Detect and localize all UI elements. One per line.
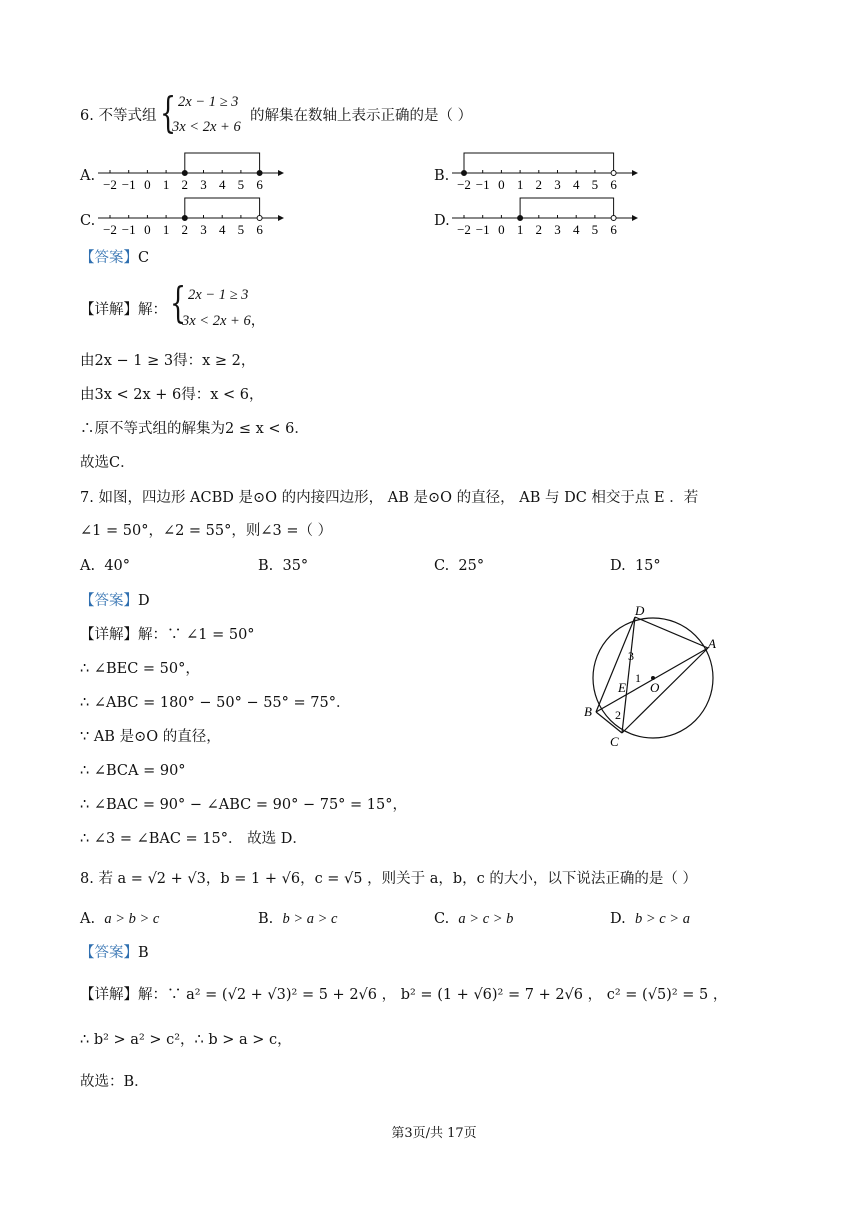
fig-label-a: A [708,636,716,651]
numberline-arrow [278,215,284,221]
numberline-arrow [278,170,284,176]
numberline-tick-label: −1 [121,222,136,235]
q7-stem-line1: 7. 如图，四边形 ACBD 是⊙O 的内接四边形， AB 是⊙O 的直径， AB 与 DC 相交于点 E ．若 [80,490,699,506]
numberline-tick-label: 4 [218,177,226,190]
fig-angle-2: 2 [615,708,621,722]
numberline-tick-label: 3 [200,222,207,235]
q6-option-a-label[interactable]: A. [80,168,96,184]
q7-circle-figure [580,600,730,750]
q6-answer: 【答案】C [80,250,150,266]
q6-detail-ineq1: 2x − 1 ≥ 3 [188,287,249,303]
numberline-tick-label: 0 [498,222,505,235]
q6-detail-line: 由3x < 2x + 6得：x < 6， [80,387,264,403]
q7-option-d[interactable]: D. 15° [610,558,661,574]
numberline-tick-label: −2 [457,222,471,235]
q7-detail-line: 【详解】解：∵ ∠1 = 50° [80,627,255,643]
endpoint-dot [611,216,616,221]
numberline-tick-label: −1 [475,222,490,235]
q8-option-b[interactable]: B. b > a > c [258,911,338,927]
q6-option-b-label[interactable]: B. [434,168,450,184]
fig-label-o: O [650,680,660,695]
numberline-tick-label: 2 [181,177,189,190]
q6-detail-head: 【详解】解： [80,302,167,318]
endpoint-dot [182,216,187,221]
fig-label-b: B [584,704,592,719]
q6-option-c-numberline [98,190,298,235]
numberline-tick-label: 3 [200,177,207,190]
q7-detail-line: ∴ ∠BCA = 90° [80,763,186,779]
numberline-tick-label: 2 [181,222,189,235]
numberline-tick-label: 1 [162,177,170,190]
q6-detail-line: 由2x − 1 ≥ 3得：x ≥ 2， [80,353,256,369]
fig-label-e: E [618,680,626,695]
q8-option-c[interactable]: C. a > c > b [434,911,514,927]
numberline-tick-label: 2 [535,222,543,235]
q6-ineq2: 3x < 2x + 6 [172,119,241,135]
numberline-tick-label: 5 [237,177,245,190]
numberline-tick-label: 6 [256,222,263,235]
fig-label-c: C [610,734,619,749]
numberline-tick-label: 4 [572,177,580,190]
q7-stem-line2: ∠1 = 50°，∠2 = 55°，则∠3 =（ ） [80,523,333,539]
numberline-arrow [632,215,638,221]
numberline-tick-label: 5 [237,222,245,235]
numberline-tick-label: 5 [591,177,599,190]
q6-detail-line: 故选C． [80,455,135,471]
numberline-tick-label: 1 [516,177,524,190]
q6-number: 6. 不等式组 [80,108,157,124]
endpoint-dot [518,216,523,221]
numberline-tick-label: 6 [610,177,617,190]
q6-option-d-numberline [452,190,652,235]
numberline-arrow [632,170,638,176]
q7-option-a[interactable]: A. 40° [80,558,131,574]
numberline-tick-label: 4 [572,222,580,235]
numberline-tick-label: 4 [218,222,226,235]
solution-bracket [520,198,614,218]
q6-suffix: 的解集在数轴上表示正确的是（ ） [250,108,473,124]
fig-label-d: D [635,603,645,618]
endpoint-dot [462,171,467,176]
q8-option-d[interactable]: D. b > c > a [610,911,690,927]
q7-detail-line: ∵ AB 是⊙O 的直径， [80,729,221,745]
q6-option-d-label[interactable]: D. [434,213,450,229]
numberline-tick-label: 0 [144,222,151,235]
q7-detail-line: ∴ ∠BEC = 50°， [80,661,200,677]
q8-detail-line2: ∴ b² > a² > c²，∴ b > a > c， [80,1032,292,1048]
endpoint-dot [182,171,187,176]
numberline-tick-label: 6 [610,222,617,235]
endpoint-dot [611,171,616,176]
numberline-tick-label: −2 [457,177,471,190]
q6-option-a-numberline [98,145,298,190]
q6-option-c-label[interactable]: C. [80,213,96,229]
q8-stem: 8. 若 a = √2 + √3，b = 1 + √6，c = √5 ，则关于 a，b，c 的大小，以下说法正确的是（ ） [80,871,698,887]
q7-detail-line: ∴ ∠3 = ∠BAC = 15°． 故选 D． [80,831,307,847]
q7-option-b[interactable]: B. 35° [258,558,309,574]
numberline-tick-label: −1 [475,177,490,190]
numberline-tick-label: −2 [103,177,117,190]
q6-detail-line: ∴原不等式组的解集为2 ≤ x < 6． [80,421,309,437]
numberline-tick-label: 0 [498,177,505,190]
q6-brace: { [160,88,177,137]
endpoint-dot [257,171,262,176]
q6-detail-ineq2: 3x < 2x + 6， [182,313,266,329]
numberline-tick-label: 0 [144,177,151,190]
q8-answer: 【答案】B [80,945,149,961]
q7-option-c[interactable]: C. 25° [434,558,485,574]
fig-angle-1: 1 [635,671,641,685]
numberline-tick-label: 3 [554,222,561,235]
numberline-tick-label: 6 [256,177,263,190]
q7-answer: 【答案】D [80,593,150,609]
q6-ineq1: 2x − 1 ≥ 3 [178,94,239,110]
fig-angle-3: 3 [628,649,634,663]
q7-detail-line: ∴ ∠ABC = 180° − 50° − 55° = 75°． [80,695,351,711]
numberline-tick-label: −1 [121,177,136,190]
q8-detail-line3: 故选：B． [80,1074,149,1090]
q8-option-a[interactable]: A. a > b > c [80,911,160,927]
endpoint-dot [257,216,262,221]
page-footer: 第3页/共 17页 [391,1126,477,1141]
q6-detail-brace: { [170,278,187,327]
numberline-tick-label: 5 [591,222,599,235]
numberline-tick-label: 2 [535,177,543,190]
numberline-tick-label: 1 [516,222,524,235]
q8-detail-line1: 【详解】解：∵ a² = (√2 + √3)² = 5 + 2√6 ， b² = (1 + √6)² = 7 + 2√6 ， c² = (√5)² = 5 ， [80,987,728,1003]
numberline-tick-label: 3 [554,177,561,190]
numberline-tick-label: −2 [103,222,117,235]
numberline-tick-label: 1 [162,222,170,235]
q6-option-b-numberline [452,145,652,190]
q7-detail-line: ∴ ∠BAC = 90° − ∠ABC = 90° − 75° = 15°， [80,797,407,813]
